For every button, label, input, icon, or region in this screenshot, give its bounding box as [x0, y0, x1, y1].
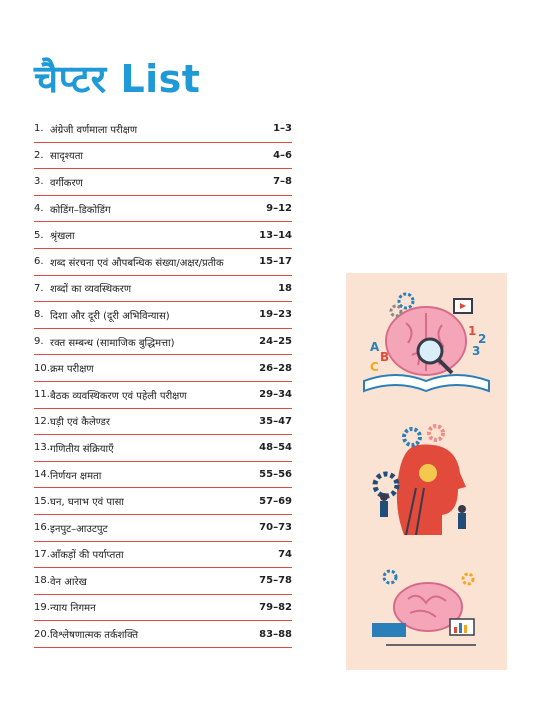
list-item[interactable]	[34, 329, 292, 356]
list-item[interactable]	[34, 302, 292, 329]
chapter-pages: 1–3	[273, 123, 292, 135]
head-gears-illustration	[375, 426, 466, 535]
chapter-pages: 7–8	[273, 176, 292, 188]
chapter-name: घन, घनाभ एवं पासा	[50, 497, 124, 509]
chapter-number: 6.	[34, 256, 44, 268]
chapter-name: कोडिंग–डिकोडिंग	[50, 204, 111, 216]
list-item[interactable]	[34, 435, 292, 462]
letter-b: B	[380, 350, 390, 364]
chapter-pages: 13–14	[259, 229, 292, 241]
chapter-name: घड़ी एवं कैलेण्डर	[50, 417, 110, 429]
chapter-number: 9.	[34, 336, 44, 348]
chapter-name: क्रम परीक्षण	[50, 364, 94, 376]
chapter-name: शब्द संरचना एवं औपबन्धिक संख्या/अक्षर/प्रतीक	[50, 257, 224, 269]
chapter-number: 19.	[34, 601, 50, 613]
chapter-number: 7.	[34, 282, 44, 294]
chapter-pages: 83–88	[259, 628, 292, 640]
chapter-number: 20.	[34, 628, 50, 640]
chapter-pages: 35–47	[259, 415, 292, 427]
chapter-pages: 79–82	[259, 601, 292, 613]
chapter-number: 18.	[34, 575, 50, 587]
list-item[interactable]	[34, 595, 292, 622]
list-item[interactable]	[34, 276, 292, 303]
chapter-pages: 48–54	[259, 442, 292, 454]
chapter-number: 1.	[34, 123, 44, 135]
chapter-name: दिशा और दूरी (दूरी अभिविन्यास)	[50, 310, 170, 322]
chapter-pages: 29–34	[259, 389, 292, 401]
chapter-name: अंग्रेजी वर्णमाला परीक्षण	[50, 124, 138, 136]
list-item[interactable]	[34, 143, 292, 170]
chapter-name: वर्गीकरण	[50, 177, 83, 189]
chapter-name: वेन आरेख	[50, 576, 87, 588]
chapter-number: 16.	[34, 522, 50, 534]
chapter-name: गणितीय संक्रियाएँ	[50, 443, 114, 455]
chapter-number: 2.	[34, 149, 44, 161]
chapter-pages: 70–73	[259, 522, 292, 534]
chapter-name: न्याय निगमन	[50, 603, 96, 615]
chapter-number: 4.	[34, 203, 44, 215]
chapter-pages: 57–69	[259, 495, 292, 507]
chapter-number: 3.	[34, 176, 44, 188]
chapter-name: विश्लेषणात्मक तर्कशक्ति	[50, 630, 139, 642]
chapter-pages: 18	[278, 282, 292, 294]
chapter-pages: 4–6	[273, 149, 292, 161]
chapter-number: 14.	[34, 469, 50, 481]
digit-2: 2	[478, 332, 487, 346]
chapter-name: सादृश्यता	[50, 151, 83, 163]
chapter-pages: 24–25	[259, 336, 292, 348]
letter-a: A	[370, 340, 380, 354]
chapter-number: 12.	[34, 415, 50, 427]
chapter-number: 13.	[34, 442, 50, 454]
chapter-name: आँकड़ों की पर्याप्तता	[50, 550, 124, 562]
chapter-name: इनपुट–आउटपुट	[50, 523, 108, 535]
brain-book-illustration	[364, 294, 489, 391]
list-item[interactable]	[34, 568, 292, 595]
chapter-name: बैठक व्यवस्थिकरण एवं पहेली परीक्षण	[50, 390, 187, 402]
chapter-number: 11.	[34, 389, 50, 401]
chapter-number: 10.	[34, 362, 50, 374]
list-item[interactable]	[34, 116, 292, 143]
chapter-pages: 26–28	[259, 362, 292, 374]
illustration-panel	[346, 273, 507, 670]
chapter-number: 15.	[34, 495, 50, 507]
list-item[interactable]	[34, 462, 292, 489]
list-item[interactable]	[34, 621, 292, 648]
chapter-pages: 74	[278, 548, 292, 560]
chapter-name: रक्त सम्बन्ध (सामाजिक बुद्धिमत्ता)	[50, 337, 175, 349]
letter-c: C	[370, 360, 379, 374]
list-item[interactable]	[34, 409, 292, 436]
list-item[interactable]	[34, 355, 292, 382]
chapter-pages: 55–56	[259, 469, 292, 481]
list-item[interactable]	[34, 488, 292, 515]
chapter-number: 8.	[34, 309, 44, 321]
chapter-name: निर्णयन क्षमता	[50, 470, 102, 482]
digit-3: 3	[472, 344, 481, 358]
digit-1: 1	[468, 324, 477, 338]
chapter-pages: 19–23	[259, 309, 292, 321]
list-item[interactable]	[34, 249, 292, 276]
chapter-pages: 15–17	[259, 256, 292, 268]
illustration-svg	[346, 273, 507, 670]
chapter-pages: 75–78	[259, 575, 292, 587]
brain-tech-illustration	[372, 571, 476, 645]
chapter-name: शब्दों का व्यवस्थिकरण	[50, 284, 132, 296]
list-item[interactable]	[34, 222, 292, 249]
page-title: चैप्टर List	[34, 57, 201, 101]
list-item[interactable]	[34, 196, 292, 223]
list-item[interactable]	[34, 542, 292, 569]
chapter-pages: 9–12	[266, 203, 292, 215]
list-item[interactable]	[34, 169, 292, 196]
chapter-number: 17.	[34, 548, 50, 560]
chapter-number: 5.	[34, 229, 44, 241]
list-item[interactable]	[34, 515, 292, 542]
list-item[interactable]	[34, 382, 292, 409]
chapter-name: श्रृंखला	[50, 231, 75, 243]
chapter-list	[34, 116, 292, 648]
